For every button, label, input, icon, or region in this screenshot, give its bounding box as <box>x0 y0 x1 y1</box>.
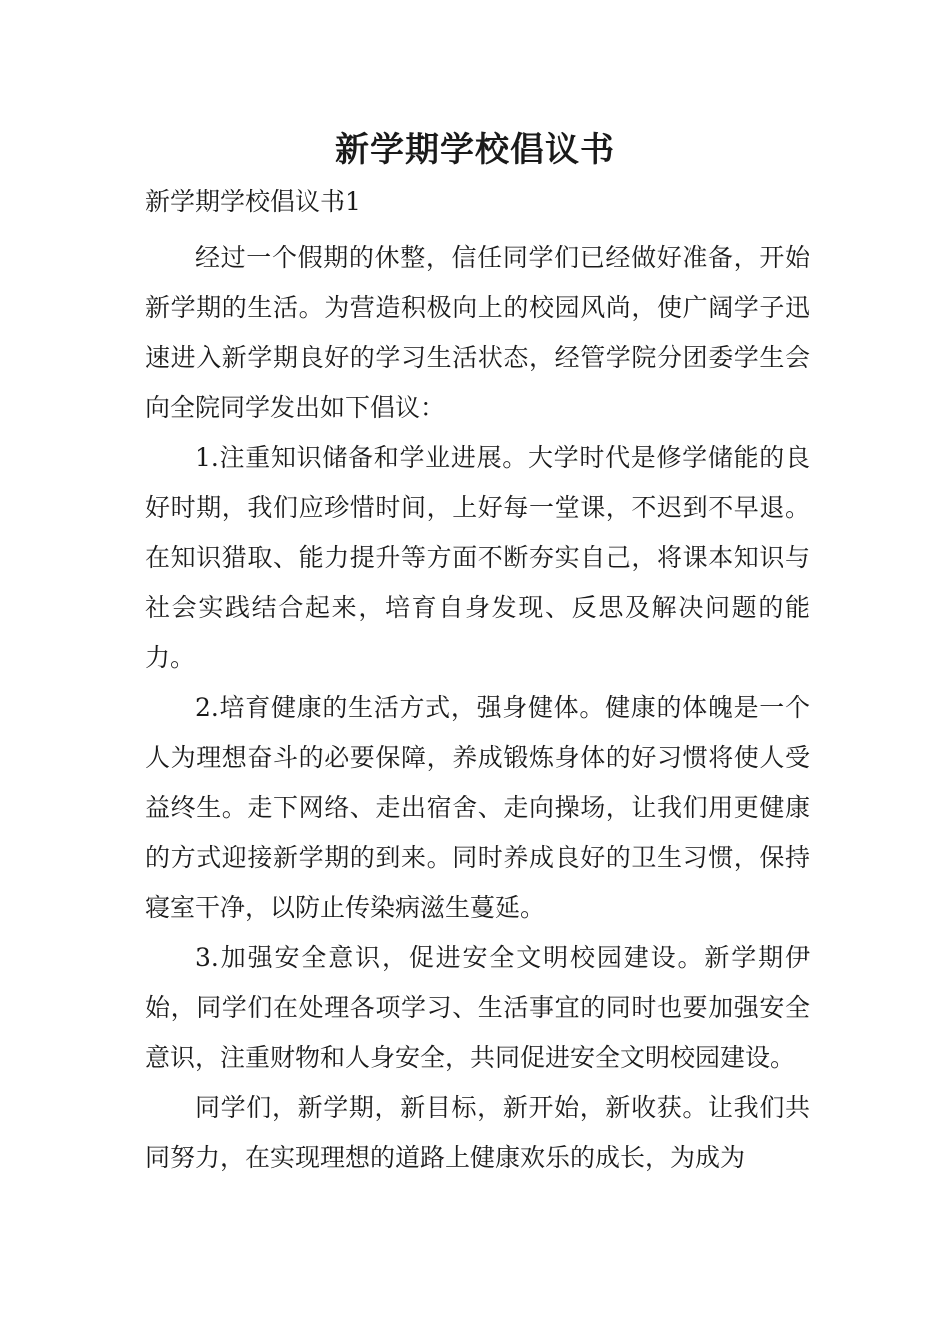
document-body <box>145 183 810 1183</box>
paragraph-item-3: 3.加强安全意识，促进安全文明校园建设。新学期伊始，同学们在处理各项学习、生活事宜的同时也要加强安全意识，注重财物和人身安全，共同促进安全文明校园建设。 <box>145 943 810 1072</box>
paragraph-item-1: 1.注重知识储备和学业进展。大学时代是修学储能的良好时期，我们应珍惜时间，上好每一堂课，不迟到不早退。在知识猎取、能力提升等方面不断夯实自己，将课本知识与社会实践结合起来，培育自身发现、反思及解决问题的能力。 <box>145 443 810 672</box>
paragraph-item-2: 2.培育健康的生活方式，强身健体。健康的体魄是一个人为理想奋斗的必要保障，养成锻炼身体的好习惯将使人受益终生。走下网络、走出宿舍、走向操场，让我们用更健康的方式迎接新学期的到来。同时养成良好的卫生习惯，保持寝室干净，以防止传染病滋生蔓延。 <box>145 693 810 922</box>
document-subtitle: 新学期学校倡议书1 <box>145 187 361 216</box>
document-title: 新学期学校倡议书 <box>335 130 615 170</box>
paragraph-closing: 同学们，新学期，新目标，新开始，新收获。让我们共同努力，在实现理想的道路上健康欢乐的成长，为成为 <box>145 1093 810 1172</box>
paragraph-intro: 经过一个假期的休整，信任同学们已经做好准备，开始新学期的生活。为营造积极向上的校园风尚，使广阔学子迅速进入新学期良好的学习生活状态，经管学院分团委学生会向全院同学发出如下倡议： <box>145 243 810 422</box>
